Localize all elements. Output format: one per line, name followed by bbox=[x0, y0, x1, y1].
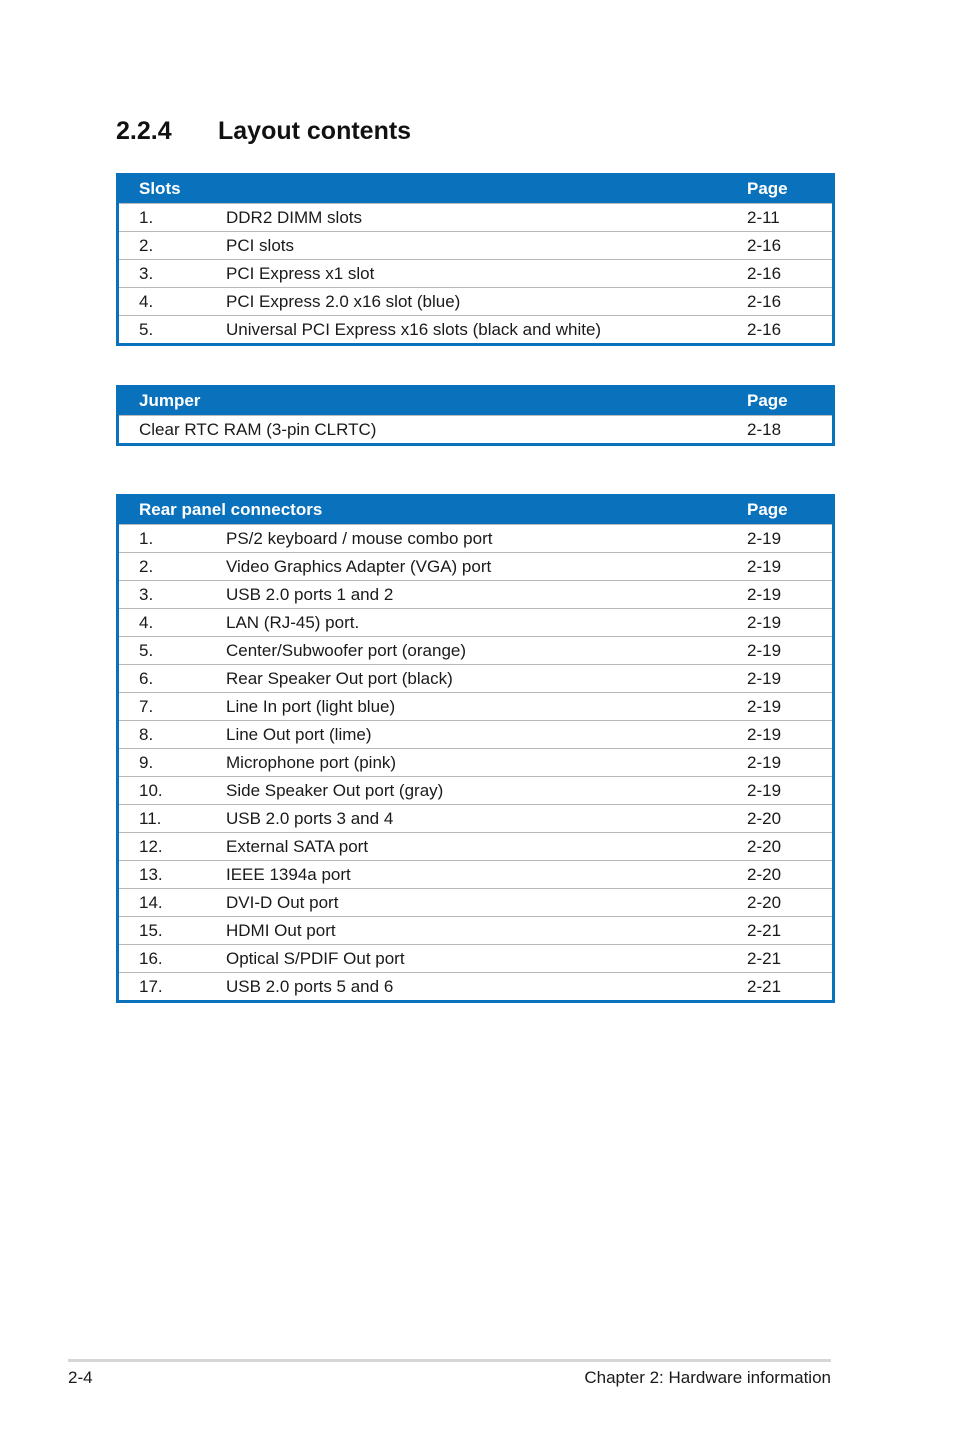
table-row bbox=[119, 259, 832, 287]
row-number: 5. bbox=[139, 641, 154, 660]
row-label: DVI-D Out port bbox=[226, 893, 339, 912]
row-number: 7. bbox=[139, 697, 154, 716]
row-page: 2-16 bbox=[747, 236, 782, 255]
row-page: 2-18 bbox=[747, 420, 782, 439]
row-page: 2-21 bbox=[747, 977, 782, 996]
row-number: 2. bbox=[139, 557, 154, 576]
row-number: 9. bbox=[139, 753, 154, 772]
row-number: 1. bbox=[139, 208, 154, 227]
table-row bbox=[119, 944, 832, 972]
row-label: Clear RTC RAM (3-pin CLRTC) bbox=[139, 420, 377, 439]
jumper-table bbox=[116, 385, 835, 446]
table-row bbox=[119, 231, 832, 259]
row-number: 12. bbox=[139, 837, 163, 856]
table-row bbox=[119, 748, 832, 776]
rear-table-header bbox=[119, 494, 832, 524]
row-page: 2-16 bbox=[747, 264, 782, 283]
row-label: Universal PCI Express x16 slots (black and white) bbox=[226, 320, 602, 339]
slots-header-label: Slots bbox=[139, 179, 181, 198]
table-row bbox=[119, 203, 832, 231]
row-page: 2-16 bbox=[747, 292, 782, 311]
table-row bbox=[119, 608, 832, 636]
row-page: 2-11 bbox=[747, 208, 780, 227]
row-page: 2-16 bbox=[747, 320, 782, 339]
row-label: USB 2.0 ports 1 and 2 bbox=[226, 585, 394, 604]
table-row bbox=[119, 832, 832, 860]
row-label: DDR2 DIMM slots bbox=[226, 208, 363, 227]
table-row bbox=[119, 664, 832, 692]
row-number: 3. bbox=[139, 585, 154, 604]
section-heading bbox=[116, 117, 411, 146]
row-number: 1. bbox=[139, 529, 154, 548]
footer-chapter: Chapter 2: Hardware information bbox=[584, 1368, 831, 1387]
table-row bbox=[119, 692, 832, 720]
row-label: IEEE 1394a port bbox=[226, 865, 351, 884]
table-row bbox=[119, 972, 832, 1000]
footer-divider bbox=[68, 1359, 831, 1362]
row-page: 2-20 bbox=[747, 893, 782, 912]
row-label: External SATA port bbox=[226, 837, 369, 856]
section-number: 2.2.4 bbox=[116, 117, 172, 145]
row-label: PCI Express x1 slot bbox=[226, 264, 375, 283]
jumper-header-label: Jumper bbox=[139, 391, 201, 410]
row-number: 6. bbox=[139, 669, 154, 688]
table-row bbox=[119, 860, 832, 888]
row-label: HDMI Out port bbox=[226, 921, 336, 940]
footer-page-number: 2-4 bbox=[68, 1368, 93, 1387]
row-label: Side Speaker Out port (gray) bbox=[226, 781, 444, 800]
row-page: 2-19 bbox=[747, 697, 782, 716]
rear-header-label: Rear panel connectors bbox=[139, 500, 323, 519]
table-row bbox=[119, 580, 832, 608]
row-page: 2-20 bbox=[747, 809, 782, 828]
row-number: 2. bbox=[139, 236, 154, 255]
row-page: 2-19 bbox=[747, 529, 782, 548]
table-row bbox=[119, 524, 832, 552]
table-row bbox=[119, 415, 832, 443]
row-page: 2-21 bbox=[747, 921, 782, 940]
slots-table-header bbox=[119, 173, 832, 203]
rear-panel-table bbox=[116, 494, 835, 1003]
row-page: 2-19 bbox=[747, 641, 782, 660]
row-page: 2-19 bbox=[747, 781, 782, 800]
table-row bbox=[119, 636, 832, 664]
row-label: LAN (RJ-45) port. bbox=[226, 613, 360, 632]
row-number: 16. bbox=[139, 949, 163, 968]
row-label: PS/2 keyboard / mouse combo port bbox=[226, 529, 493, 548]
jumper-header-page: Page bbox=[747, 391, 788, 410]
row-number: 10. bbox=[139, 781, 163, 800]
row-page: 2-20 bbox=[747, 837, 782, 856]
row-label: USB 2.0 ports 5 and 6 bbox=[226, 977, 394, 996]
row-number: 8. bbox=[139, 725, 154, 744]
row-page: 2-21 bbox=[747, 949, 782, 968]
row-label: Optical S/PDIF Out port bbox=[226, 949, 405, 968]
jumper-table-header bbox=[119, 385, 832, 415]
table-row bbox=[119, 888, 832, 916]
row-page: 2-19 bbox=[747, 669, 782, 688]
slots-header-page: Page bbox=[747, 179, 788, 198]
row-number: 15. bbox=[139, 921, 163, 940]
row-page: 2-19 bbox=[747, 753, 782, 772]
row-page: 2-20 bbox=[747, 865, 782, 884]
row-label: Rear Speaker Out port (black) bbox=[226, 669, 453, 688]
row-number: 17. bbox=[139, 977, 163, 996]
row-label: PCI slots bbox=[226, 236, 295, 255]
row-number: 13. bbox=[139, 865, 163, 884]
row-label: Video Graphics Adapter (VGA) port bbox=[226, 557, 492, 576]
row-number: 14. bbox=[139, 893, 163, 912]
row-number: 5. bbox=[139, 320, 154, 339]
row-number: 3. bbox=[139, 264, 154, 283]
section-title: Layout contents bbox=[218, 117, 412, 145]
table-row bbox=[119, 776, 832, 804]
row-label: Center/Subwoofer port (orange) bbox=[226, 641, 467, 660]
row-number: 4. bbox=[139, 613, 154, 632]
table-row bbox=[119, 804, 832, 832]
row-page: 2-19 bbox=[747, 585, 782, 604]
table-row bbox=[119, 916, 832, 944]
row-label: Line In port (light blue) bbox=[226, 697, 396, 716]
row-label: PCI Express 2.0 x16 slot (blue) bbox=[226, 292, 461, 311]
row-page: 2-19 bbox=[747, 613, 782, 632]
table-row bbox=[119, 552, 832, 580]
rear-header-page: Page bbox=[747, 500, 788, 519]
table-row bbox=[119, 287, 832, 315]
row-page: 2-19 bbox=[747, 557, 782, 576]
row-page: 2-19 bbox=[747, 725, 782, 744]
slots-table bbox=[116, 173, 835, 346]
row-number: 4. bbox=[139, 292, 154, 311]
row-label: USB 2.0 ports 3 and 4 bbox=[226, 809, 394, 828]
row-number: 11. bbox=[139, 809, 162, 828]
row-label: Line Out port (lime) bbox=[226, 725, 372, 744]
row-label: Microphone port (pink) bbox=[226, 753, 397, 772]
table-row bbox=[119, 720, 832, 748]
table-row bbox=[119, 315, 832, 343]
